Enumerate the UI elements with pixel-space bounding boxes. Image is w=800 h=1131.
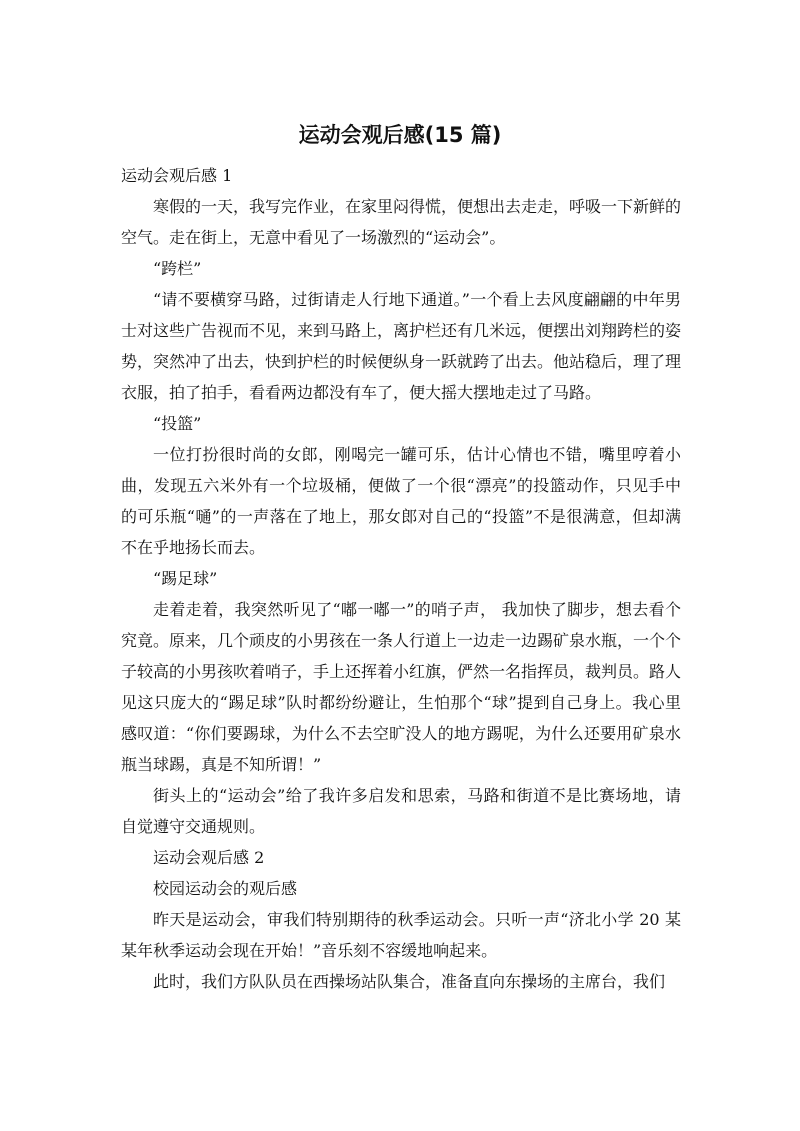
- paragraph: 一位打扮很时尚的女郎，刚喝完一罐可乐，估计心情也不错，嘴里哼着小曲，发现五六米外有一个垃圾桶，便做了一个很“漂亮”的投篮动作，只见手中的可乐瓶“嗵”的一声落在了地上，那女郎对自己的“投篮”不是很满意，但却满不在乎地扬长而去。: [121, 445, 681, 557]
- paragraph: 走着走着，我突然听见了“嘟一嘟一”的哨子声， 我加快了脚步，想去看个究竟。原来，几个顽皮的小男孩在一条人行道上一边走一边踢矿泉水瓶，一个个子较高的小男孩吹着哨子，手上还挥着小红旗，俨然一名指挥员，裁判员。路人见这只庞大的“踢足球”队时都纷纷避让，生怕那个“球”提到自己身上。我心里感叹道：“你们要踢球，为什么不去空旷没人的地方踢呢，为什么还要用矿泉水瓶当球踢，真是不知所谓！”: [121, 600, 682, 774]
- paragraph: 昨天是运动会，审我们特别期待的秋季运动会。只听一声“济北小学 20 某某年秋季运动会现在开始！”音乐刻不容缓地响起来。: [121, 910, 681, 960]
- subheading-football: “踢足球”: [153, 569, 218, 588]
- paragraph: 街头上的“运动会”给了我许多启发和思索，马路和街道不是比赛场地，请自觉遵守交通规则。: [121, 786, 681, 836]
- paragraph: 寒假的一天，我写完作业，在家里闷得慌，便想出去走走，呼吸一下新鲜的空气。走在街上，无意中看见了一场激烈的“运动会”。: [121, 197, 682, 247]
- document-body: [121, 160, 681, 997]
- paragraph: “请不要横穿马路，过街请走人行地下通道。”一个看上去风度翩翩的中年男士对这些广告视而不见，来到马路上，离护栏还有几米远，便摆出刘翔跨栏的姿势，突然冲了出去，快到护栏的时候便纵身一跃就跨了出去。他站稳后，理了理衣服，拍了拍手，看看两边都没有车了，便大摇大摆地走过了马路。: [121, 290, 682, 402]
- subheading-hurdles: “跨栏”: [153, 259, 202, 278]
- paragraph: 此时，我们方队队员在西操场站队集合，准备直向东操场的主席台，我们: [153, 972, 666, 991]
- section-heading-1: 运动会观后感 1: [121, 166, 233, 185]
- subheading-basketball: “投篮”: [153, 414, 202, 433]
- subheading-school-sports-day: 校园运动会的观后感: [153, 879, 298, 898]
- document-title: 运动会观后感(15 篇): [298, 123, 502, 147]
- section-heading-2: 运动会观后感 2: [153, 848, 265, 867]
